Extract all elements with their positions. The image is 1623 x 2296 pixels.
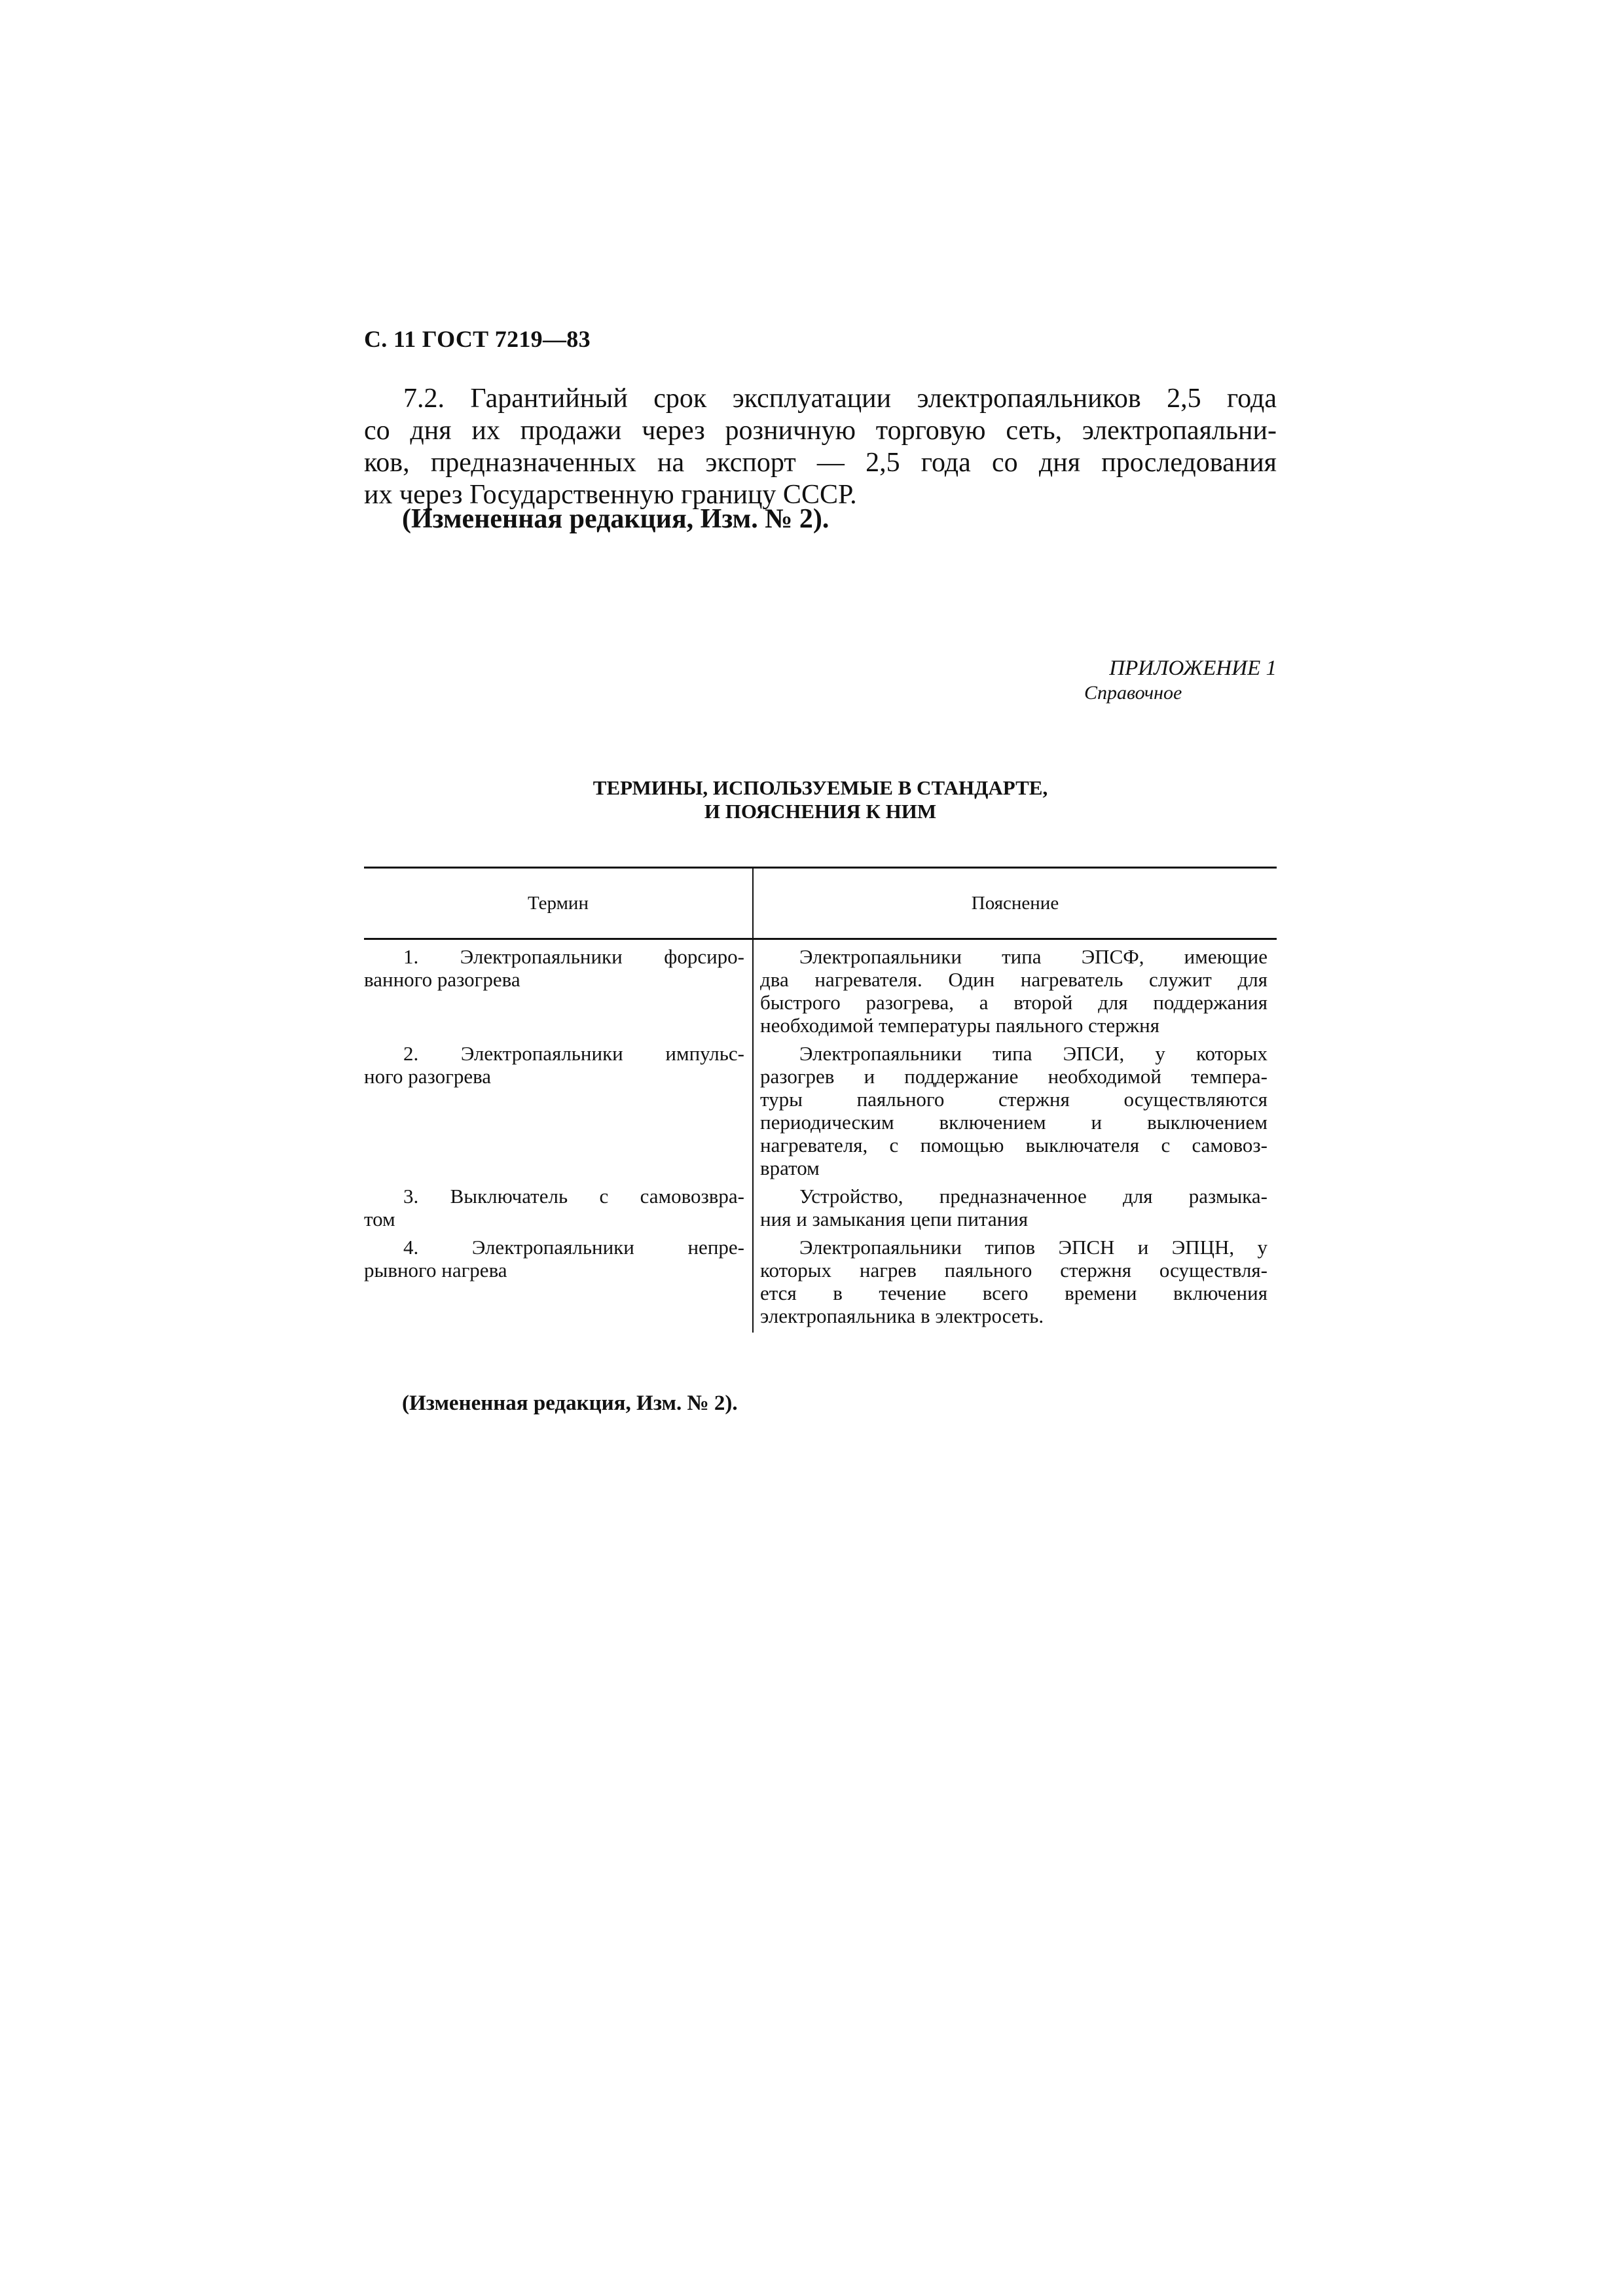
term-line: 3. Выключатель с самовозвра- [403,1185,744,1208]
explanation-line: вратом [760,1157,820,1179]
explanation-cell [753,1230,1277,1333]
paragraph-line: со дня их продажи через розничную торговую сеть, электропаяльни- [364,416,1277,446]
explanation-line: периодическим включением и выключением [760,1111,1267,1134]
explanation-line: ется в течение всего времени включения [760,1282,1267,1304]
table-row [364,1230,1277,1333]
explanation-line: быстрого разогрева, а второй для поддержания [760,991,1267,1014]
appendix-title: ПРИЛОЖЕНИЕ 1 [1109,656,1277,680]
explanation-line: Электропаяльники типов ЭПСН и ЭПЦН, у [799,1236,1267,1259]
column-header-term: Термин [364,868,753,939]
term-line: 1. Электропаяльники форсиро- [403,945,744,968]
paragraph-line: их через Государственную границу СССР. [364,480,857,510]
term-cell [364,939,753,1037]
table-row [364,1179,1277,1230]
table-row [364,939,1277,1037]
explanation-line: туры паяльного стержня осуществляются [760,1088,1267,1111]
explanation-line: Устройство, предназначенное для размыка- [799,1185,1267,1208]
explanation-line: электропаяльника в электросеть. [760,1304,1044,1327]
explanation-line: Электропаяльники типа ЭПСФ, имеющие [799,945,1267,968]
explanation-line: нагревателя, с помощью выключателя с самовоз- [760,1134,1267,1157]
explanation-line: которых нагрев паяльного стержня осуществля- [760,1259,1267,1282]
term-line: ного разогрева [364,1065,492,1088]
explanation-line: два нагревателя. Один нагреватель служит для [760,968,1267,991]
explanation-line: ния и замыкания цепи питания [760,1208,1029,1230]
term-line: 4. Электропаяльники непре- [403,1236,744,1259]
term-line: 2. Электропаяльники импульс- [403,1042,744,1065]
footer-amendment-note: (Измененная редакция, Изм. № 2). [402,1391,738,1415]
table-header-row [364,868,1277,939]
explanation-cell [753,1037,1277,1179]
paragraph-line: ков, предназначенных на экспорт — 2,5 года со дня проследования [364,448,1277,478]
term-line: ванного разогрева [364,968,520,991]
column-header-explanation: Пояснение [753,868,1277,939]
explanation-cell [753,1179,1277,1230]
page-header: С. 11 ГОСТ 7219—83 [364,326,591,352]
term-cell [364,1037,753,1179]
explanation-cell [753,939,1277,1037]
term-cell [364,1230,753,1333]
table-title [364,776,1277,823]
explanation-line: необходимой температуры паяльного стержня [760,1014,1159,1037]
explanation-line: разогрев и поддержание необходимой темпера- [760,1065,1267,1088]
explanation-line: Электропаяльники типа ЭПСИ, у которых [799,1042,1267,1065]
term-line: том [364,1208,395,1230]
appendix-subtitle: Справочное [1084,682,1182,704]
section-7-2-paragraph [364,383,1277,511]
term-line: рывного нагрева [364,1259,507,1282]
amendment-note: (Измененная редакция, Изм. № 2). [402,504,830,534]
paragraph-line: 7.2. Гарантийный срок эксплуатации электропаяльников 2,5 года [403,384,1277,414]
table-title-line: ТЕРМИНЫ, ИСПОЛЬЗУЕМЫЕ В СТАНДАРТЕ, [593,776,1048,799]
term-cell [364,1179,753,1230]
table-title-line: И ПОЯСНЕНИЯ К НИМ [704,800,937,823]
table-row [364,1037,1277,1179]
terms-table [364,867,1277,1333]
